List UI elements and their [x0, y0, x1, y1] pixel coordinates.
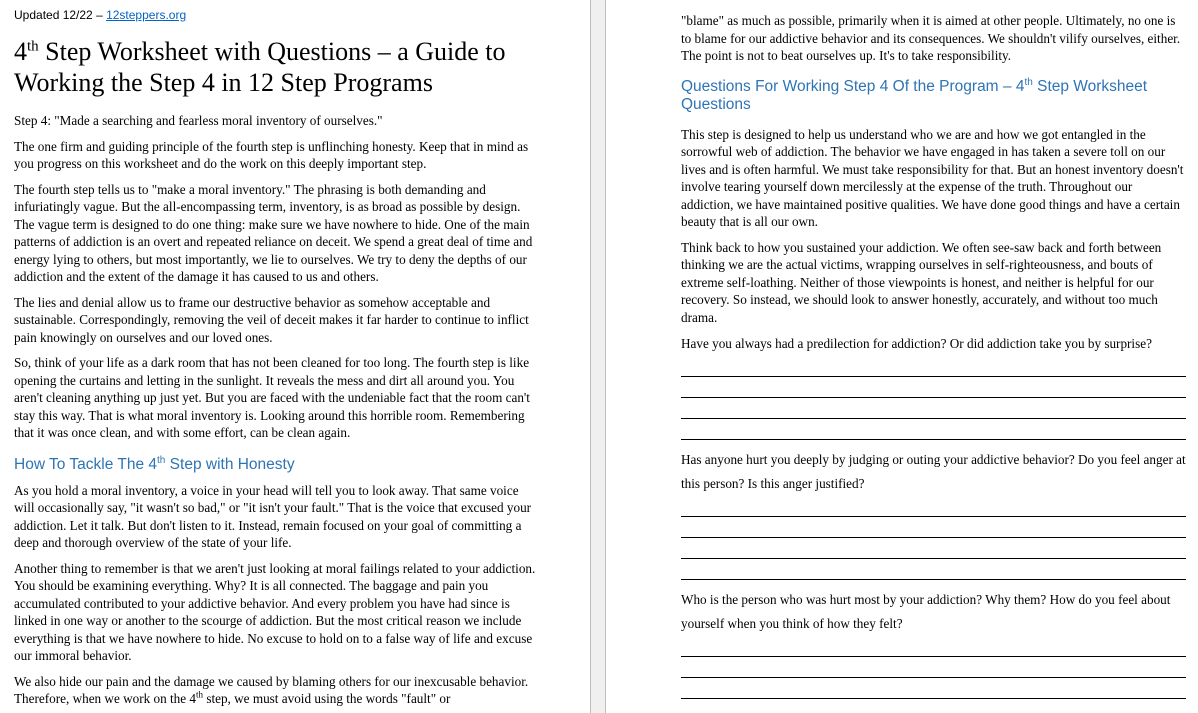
document-title: [14, 36, 541, 98]
answer-lines: [681, 636, 1186, 713]
paragraph-continuation: "blame" as much as possible, primarily when it is aimed at other people. Ultimately, no one is to blame for our addictive behavior and its consequences. We shouldn't vilify ourselves, either. The point is not to beat ourselves up. It's to take responsibility.: [681, 13, 1181, 63]
answer-line: [681, 636, 1186, 657]
answer-line: [681, 657, 1186, 678]
meta-line: [14, 8, 541, 22]
paragraph: This step is designed to help us understand who we are and how we got entangled in the sorrowful web of addiction. The behavior we have engaged in has taken a severe toll on our lives and is often harmful. We must take responsibility for that. But an honest inventory doesn't involve tearing yourself down mercilessly at the expense of the truth. Throughout our addiction, we have maintained positive qualities. We have done good things and have a certain beauty that is all our own.: [681, 126, 1184, 229]
answer-line: [681, 517, 1186, 538]
section-heading-honesty: [14, 456, 541, 474]
closing-part2: step, we must avoid using the words "fault" or: [203, 691, 451, 706]
site-link[interactable]: 12steppers.org: [106, 8, 187, 22]
paragraph: The one firm and guiding principle of the fourth step is unflinching honesty. Keep that in mind as you progress on this worksheet and do the work on this deeply important step.: [14, 138, 529, 171]
closing-superscript: th: [196, 689, 204, 700]
answer-line: [681, 377, 1186, 398]
closing-part1: We also hide our pain and the damage we caused by blaming others for our inexcusable behavior. Therefore, when we work on the 4: [14, 673, 529, 706]
title-line2: Working the Step 4 in 12 Step Programs: [14, 68, 433, 97]
question-text: Who is the person who was hurt most by your addiction? Why them? How do you feel about yourself when you think of how they felt?: [681, 592, 1171, 631]
heading-superscript: th: [157, 454, 166, 466]
answer-lines: [681, 496, 1186, 580]
answer-line: [681, 356, 1186, 377]
title-part1: 4: [14, 37, 27, 66]
paragraph: Think back to how you sustained your addiction. We often see-saw back and forth between thinking we are the actual victims, wrapping ourselves in self-righteousness, and bouts of extreme self-loathing. Neither of those viewpoints is honest, and neither is helpful for our recovery. So instead, we should look to answer honestly, accurately, and without too much drama.: [681, 239, 1162, 325]
paragraph: The lies and denial allow us to frame our destructive behavior as somehow acceptable and sustainable. Correspondingly, removing the veil of deceit makes it far harder to continue to inflict pain knowingly on ourselves and our loved ones.: [14, 294, 529, 345]
answer-line: [681, 419, 1186, 440]
page-divider: [590, 0, 606, 713]
heading-superscript: th: [1024, 76, 1033, 88]
answer-line: [681, 538, 1186, 559]
answer-lines: [681, 356, 1186, 440]
paragraph-closing: [14, 673, 541, 708]
answer-line: [681, 398, 1186, 419]
title-superscript: th: [27, 38, 39, 55]
heading-part1: How To Tackle The 4: [14, 455, 158, 473]
answer-line: [681, 559, 1186, 580]
page-1: [0, 0, 590, 713]
answer-line: [681, 678, 1186, 699]
paragraph: So, think of your life as a dark room that has not been cleaned for too long. The fourth step is like opening the curtains and letting in the sunlight. It reveals the mess and dirt all around you. You aren't cleaning anything up just yet. But you are faced with the undeniable fact that the room can't stay this way. That is what moral inventory is. Looking around this horrible room. Remembering that it was once clean, and with some effort, can be clean again.: [14, 355, 530, 440]
answer-line: [681, 496, 1186, 517]
page-2: [606, 0, 1198, 713]
heading-part2: Step Worksheet Questions: [681, 77, 1148, 113]
paragraph-step4-quote: Step 4: "Made a searching and fearless moral inventory of ourselves.": [14, 113, 383, 128]
question-text: Have you always had a predilection for addiction? Or did addiction take you by surprise?: [681, 336, 1152, 351]
paragraph: The fourth step tells us to "make a moral inventory." The phrasing is both demanding and infuriatingly vague. But the all-encompassing term, inventory, is as broad as possible by design. The vague term is designed to do one thing: make sure we have nowhere to hide. One of the main patterns of addiction is an overt and repeated reliance on deceit. We spend a great deal of time and energy lying to others, but most importantly, we lie to ourselves. We try to deny the depths of our addiction and the extent of the damage it has caused to us and others.: [14, 181, 533, 284]
title-line1-rest: Step Worksheet with Questions – a Guide to: [38, 37, 506, 66]
heading-part1: Questions For Working Step 4 Of the Program – 4: [681, 77, 1025, 95]
answer-line: [681, 699, 1186, 713]
updated-text: Updated 12/22 –: [14, 8, 107, 22]
section-heading-questions: [681, 78, 1186, 114]
heading-part2: Step with Honesty: [165, 455, 295, 473]
paragraph: As you hold a moral inventory, a voice in your head will tell you to look away. That same voice will occasionally say, "it wasn't so bad," or "it isn't your fault." That is the voice that excused your addiction. Let it talk. But don't listen to it. Instead, remain focused on your goal of committing a deep and thorough overview of the state of your life.: [14, 482, 532, 550]
paragraph: Another thing to remember is that we aren't just looking at moral failings related to your addiction. You should be examining everything. Why? It is all connected. The baggage and pain you accumulated contributed to your addictive behavior. And every problem you have had since is linked in one way or another to the scourge of addiction. But the most critical reason we include everything is that we have nowhere to hide. No excuse to hold on to a false way of life and excuse our immoral behavior.: [14, 560, 536, 663]
question-text: Has anyone hurt you deeply by judging or outing your addictive behavior? Do you feel anger at this person? Is this anger justified?: [681, 452, 1186, 491]
